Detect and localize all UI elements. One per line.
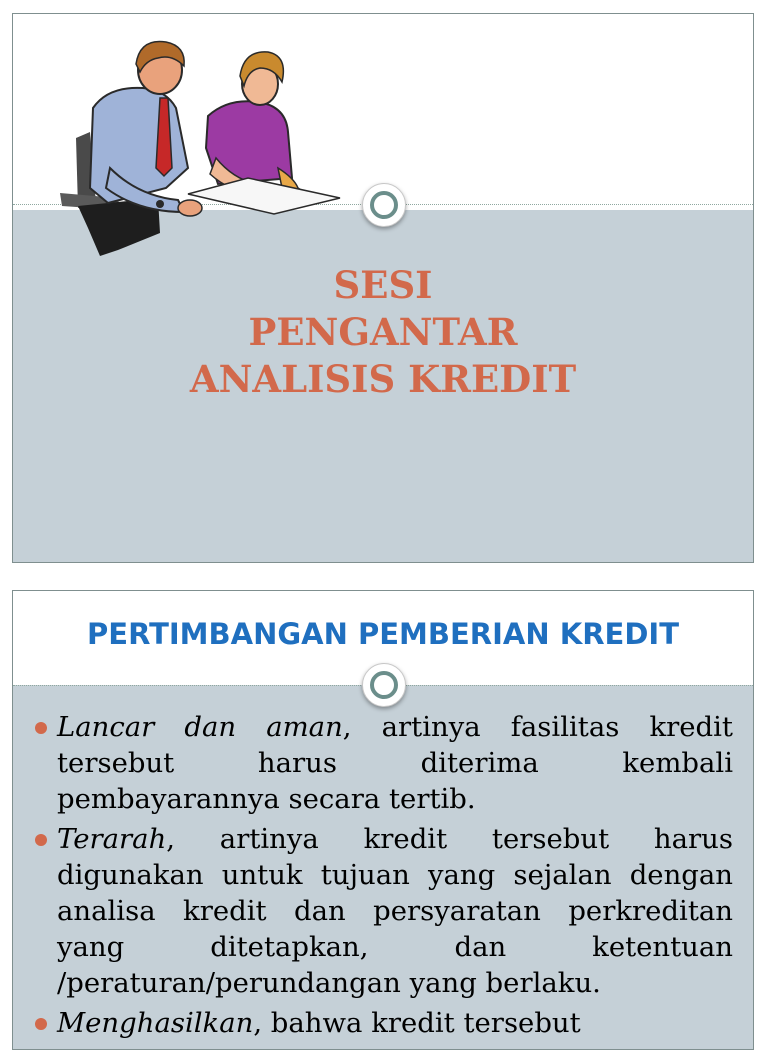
title-line-3: ANALISIS KREDIT — [189, 357, 577, 401]
bullet-text: , artinya fasilitas kredit tersebut harus diterima kembali pembayarannya secara tertib. — [57, 711, 733, 815]
bullet-dot-icon — [35, 834, 47, 846]
title-slide — [12, 13, 754, 563]
bullet-item — [57, 821, 733, 1001]
title-line-2: PENGANTAR — [248, 310, 518, 354]
bullet-term: Lancar dan aman — [57, 711, 343, 743]
bullet-term: Menghasilkan — [57, 1007, 254, 1039]
bullet-term: Terarah — [57, 823, 167, 855]
content-slide — [12, 590, 754, 1050]
slide-title — [13, 262, 753, 403]
bullet-item — [57, 709, 733, 817]
title-line-1: SESI — [333, 263, 433, 307]
bullet-list — [57, 709, 733, 1045]
slide-heading: PERTIMBANGAN PEMBERIAN KREDIT — [87, 617, 679, 651]
divider-ring-ornament — [362, 663, 406, 707]
people-reviewing-document-illustration — [48, 28, 348, 258]
bullet-dot-icon — [35, 722, 47, 734]
bullet-text: , bahwa kredit tersebut — [253, 1007, 581, 1039]
bullet-text: , artinya kredit tersebut harus digunakan untuk tujuan yang sejalan dengan analisa kredit dan persyaratan perkreditan yang ditetapkan, dan ketentuan /peraturan/perundangan yang berlaku. — [57, 823, 733, 999]
bullet-dot-icon — [35, 1018, 47, 1030]
divider-ring-ornament — [362, 183, 406, 227]
bullet-item — [57, 1005, 733, 1041]
